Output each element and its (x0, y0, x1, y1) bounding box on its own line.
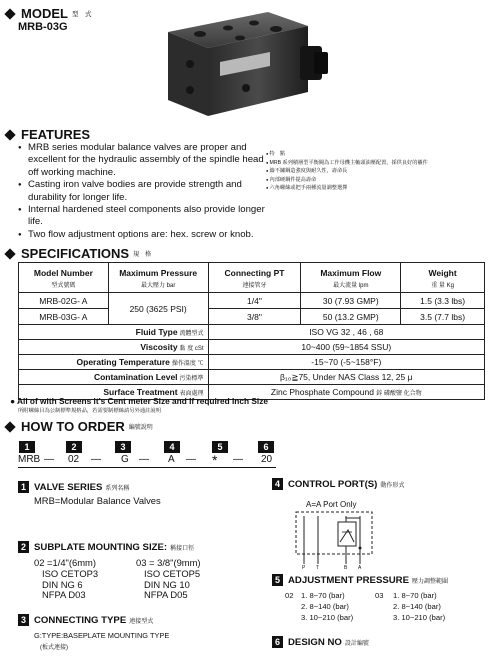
connecting-type-title-cjk: 連接型式 (129, 618, 154, 625)
property-label: Operating Temperature 操作溫度 ℃ (19, 355, 209, 370)
code-index-box: 5 (212, 441, 228, 453)
section-number-box: 1 (18, 481, 29, 493)
size-prefix: 02 (285, 591, 294, 600)
valve-series-title: VALVE SERIES (34, 481, 103, 493)
model-label: MODEL (21, 6, 68, 21)
feature-item-cjk: ● MRB 系列積層型平衡閥為工作母機主軸頭油壓配置，採供良好的襯件 (266, 159, 486, 168)
pressure-range: 1. 8~70 (bar) (301, 591, 345, 600)
port-label: B (344, 565, 348, 571)
control-port-heading (272, 478, 404, 490)
max-flow-cell: 30 (7.93 GMP) (301, 293, 401, 309)
subplate-line: ISO CETOP3 (42, 567, 99, 579)
pressure-range: 1. 8~70 (bar) (393, 591, 437, 600)
column-header: Model Number 型式號碼 (19, 263, 109, 293)
column-header: Maximum Flow 最大流量 lpm (301, 263, 401, 293)
port-labels (300, 565, 370, 573)
subplate-line: DIN NG 10 (144, 578, 190, 590)
subplate-line: NFPA D05 (144, 589, 188, 601)
table-row (19, 309, 485, 325)
specifications-table (18, 262, 485, 400)
code-index-box: 2 (66, 441, 82, 453)
model-label-cjk: 型 式 (71, 11, 92, 18)
code-separator: — (186, 454, 196, 465)
code-part: MRB (18, 454, 41, 465)
diamond-bullet-icon (4, 8, 15, 19)
features-title: FEATURES (21, 127, 91, 142)
model-heading (6, 6, 91, 21)
model-number-cell: MRB-02G- A (19, 293, 109, 309)
property-value: 10~400 (59~1854 SSU) (208, 340, 484, 355)
size-prefix: 03 (375, 591, 384, 600)
model-code: MRB-03G (18, 21, 68, 33)
pressure-range: 2. 8~140 (bar) (301, 602, 349, 611)
valve-series-heading (18, 481, 129, 493)
subplate-line: ISO CETOP5 (144, 567, 201, 579)
adjustment-row (285, 612, 485, 623)
property-label: Contamination Level 污染標準 (19, 370, 209, 385)
connecting-type-heading (18, 614, 153, 626)
weight-cell: 3.5 (7.7 lbs) (401, 309, 485, 325)
control-port-title: CONTROL PORT(S) (288, 478, 378, 490)
table-row (19, 340, 485, 355)
code-index-box: 4 (164, 441, 180, 453)
order-code-example (18, 454, 278, 468)
section-number-box: 4 (272, 478, 283, 490)
code-index-box: 3 (115, 441, 131, 453)
table-row (19, 355, 485, 370)
connecting-type-description: G:TYPE:BASEPLATE MOUNTING TYPE (34, 631, 170, 640)
section-number-box: 2 (18, 541, 29, 553)
subplate-heading (18, 541, 194, 553)
pressure-range: 3. 10~210 (bar) (393, 613, 446, 622)
feature-item-cjk: ● 特 點 (266, 150, 486, 159)
code-separator: — (233, 454, 243, 465)
feature-item-cjk: ● 鑄不鏽鋼造強度與耐久性，壽命長 (266, 167, 486, 176)
property-value: ISO VG 32 , 46 , 68 (208, 325, 484, 340)
how-to-order-title-cjk: 編號說明 (128, 425, 153, 431)
port-label: T (316, 565, 320, 571)
adjustment-row (285, 601, 485, 612)
column-header: Connecting PT 連接管牙 (208, 263, 301, 293)
weight-cell: 1.5 (3.3 lbs) (401, 293, 485, 309)
code-separator: — (91, 454, 101, 465)
property-label: Surface Treatment 表面處理 (19, 385, 209, 400)
design-no-title: DESIGN NO (288, 636, 342, 648)
table-row (19, 293, 485, 309)
valve-series-description: MRB=Modular Balance Valves (34, 495, 161, 506)
property-label: Fluid Type 流體型式 (19, 325, 209, 340)
code-separator: — (139, 454, 149, 465)
features-heading (6, 127, 90, 142)
connecting-type-title: CONNECTING TYPE (34, 614, 127, 626)
subplate-title-cjk: 稱接口徑 (170, 545, 195, 552)
code-part: 02 (68, 454, 80, 465)
feature-item: ● Two flow adjustment options are: hex. screw or knob. (18, 229, 268, 241)
code-part: * (212, 452, 218, 468)
table-header-row (19, 263, 485, 293)
adjustment-row (285, 590, 485, 601)
max-pressure-cell: 250 (3625 PSI) (108, 293, 208, 325)
code-part: A (168, 454, 175, 465)
adjustment-pressure-heading (272, 574, 448, 586)
specifications-title: SPECIFICATIONS (21, 246, 130, 261)
adjustment-pressure-title: ADJUSTMENT PRESSURE (288, 574, 410, 586)
design-no-heading (272, 636, 369, 648)
code-index-box: 1 (19, 441, 35, 453)
connecting-pt-cell: 1/4" (208, 293, 301, 309)
max-flow-cell: 50 (13.2 GMP) (301, 309, 401, 325)
port-label: A (358, 565, 362, 571)
control-port-caption: A=A Port Only (306, 500, 357, 509)
feature-item: ● Internal hardened steel components also provide longer life. (18, 204, 268, 229)
property-value: β₁₀≧75, Under NAS Class 12, 25 μ (208, 370, 484, 385)
section-number-box: 5 (272, 574, 283, 586)
pressure-range: 3. 10~210 (bar) (301, 613, 354, 622)
section-number-box: 3 (18, 614, 29, 626)
valve-product-photo (150, 4, 330, 122)
pressure-range: 2. 8~140 (bar) (393, 602, 441, 611)
subplate-line: DIN NG 6 (42, 578, 83, 590)
design-no-title-cjk: 設計編號 (344, 640, 369, 647)
table-row (19, 370, 485, 385)
features-list (18, 142, 268, 241)
valve-series-title-cjk: 系列名稱 (105, 485, 130, 492)
code-index-box: 6 (258, 441, 274, 453)
specifications-heading (6, 246, 151, 261)
feature-item: ● Casting iron valve bodies are provide strength and durability for longer life. (18, 179, 268, 204)
port-label: P (302, 565, 306, 571)
column-header: Weight 重 量 Kg (401, 263, 485, 293)
divider (18, 467, 276, 468)
diamond-bullet-icon (4, 248, 15, 259)
section-number-box: 6 (272, 636, 283, 648)
property-value: Zinc Phosphate Compound 鋅 磷酸鹽 化合物 (208, 385, 484, 400)
features-list-cjk (266, 150, 486, 193)
feature-item-cjk: ● 內部硬鋼件提高壽命 (266, 176, 486, 185)
subplate-option-02 (34, 558, 98, 601)
hydraulic-symbol-diagram (290, 508, 380, 570)
specifications-title-cjk: 規 格 (133, 252, 152, 258)
column-header: Maximum Pressure 最大壓力 bar (108, 263, 208, 293)
subplate-title: SUBPLATE MOUNTING SIZE: (34, 541, 168, 553)
feature-item: ● MRB series modular balance valves are proper and excellent for the hydraulic assembly of the spindle head off working machine. (18, 142, 268, 179)
code-part: 20 (261, 454, 273, 465)
connecting-type-description-cjk: (板式連接) (40, 645, 68, 651)
diamond-bullet-icon (4, 421, 15, 432)
subplate-option-03 (136, 558, 201, 601)
subplate-line: 02 =1/4"(6mm) (34, 557, 96, 568)
subplate-line: NFPA D03 (42, 589, 86, 601)
property-label: Viscosity 黏 度 cSt (19, 340, 209, 355)
property-value: -15~70 (-5~158°F) (208, 355, 484, 370)
model-number-cell: MRB-03G- A (19, 309, 109, 325)
screw-size-note: ● All of with Screens it's Cent meter Size and If required Inch Size (10, 396, 268, 406)
how-to-order-heading (6, 419, 153, 434)
order-code-index-boxes (18, 441, 278, 454)
code-part: G (121, 454, 129, 465)
diamond-bullet-icon (4, 129, 15, 140)
connecting-pt-cell: 3/8" (208, 309, 301, 325)
code-separator: — (44, 454, 54, 465)
screw-size-note-cjk: 所附螺絲目為公制標準規格品，若需要制標絲請另外通註說明 (18, 408, 162, 414)
subplate-line: 03 = 3/8"(9mm) (136, 557, 201, 568)
table-row (19, 325, 485, 340)
adjustment-pressure-title-cjk: 壓力調整範圍 (412, 578, 449, 585)
control-port-title-cjk: 動作形式 (380, 482, 405, 489)
how-to-order-title: HOW TO ORDER (21, 419, 125, 434)
feature-item-cjk: ● 六角螺絲或把手兩種流量調整選擇 (266, 184, 486, 193)
